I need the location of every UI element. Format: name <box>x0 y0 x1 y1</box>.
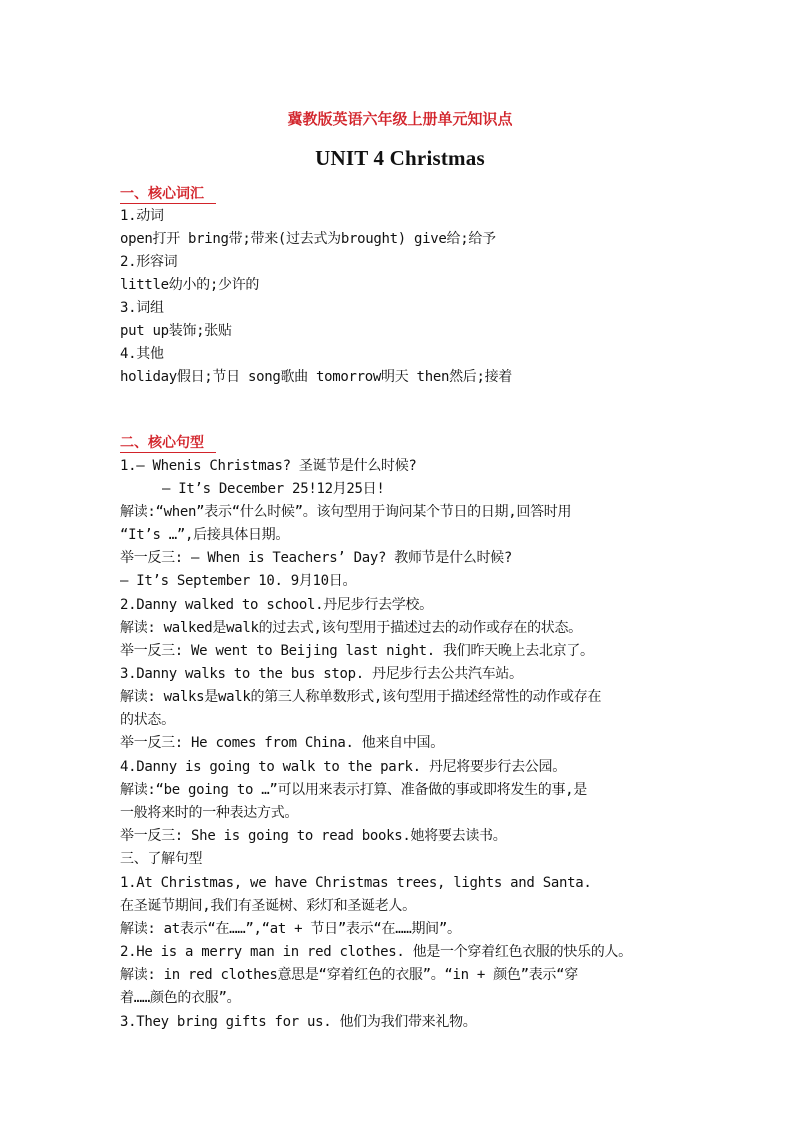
sentence-line: 4.Danny is going to walk to the park. 丹尼将要步行去公园。 <box>120 759 566 775</box>
sentence-line: 在圣诞节期间,我们有圣诞树、彩灯和圣诞老人。 <box>120 898 416 914</box>
vocab-line: open打开 bring带;带来(过去式为brought) give给;给予 <box>120 231 496 247</box>
sentence-line: 着……颜色的衣服”。 <box>120 990 241 1006</box>
sentence-line: 解读:“when”表示“什么时候”。该句型用于询问某个节日的日期,回答时用 <box>120 504 572 520</box>
sentence-line: 举一反三: — When is Teachers’ Day? 教师节是什么时候? <box>120 550 513 566</box>
sentence-line: 1.At Christmas, we have Christmas trees, lights and Santa. <box>120 875 592 891</box>
vocab-line: 1.动词 <box>120 208 164 224</box>
sentence-line: 3.They bring gifts for us. 他们为我们带来礼物。 <box>120 1014 477 1030</box>
vocab-line: put up装饰;张贴 <box>120 323 232 339</box>
vocab-line: 2.形容词 <box>120 254 178 270</box>
sentence-line: 1.— Whenis Christmas? 圣诞节是什么时候? <box>120 458 417 474</box>
section-heading-sentences: 二、核心句型 <box>120 432 216 453</box>
unit-title: UNIT 4 Christmas <box>315 146 485 170</box>
sentence-line: 解读: in red clothes意思是“穿着红色的衣服”。“in + 颜色”表示“穿 <box>120 967 578 983</box>
sentence-line: 解读: walks是walk的第三人称单数形式,该句型用于描述经常性的动作或存在 <box>120 689 602 705</box>
sentence-line: 解读:“be going to …”可以用来表示打算、准备做的事或即将发生的事,是 <box>120 782 587 798</box>
vocab-line: little幼小的;少许的 <box>120 277 260 293</box>
sentence-line: — It’s September 10. 9月10日。 <box>120 573 357 589</box>
document-title: 冀教版英语六年级上册单元知识点 <box>287 110 513 128</box>
sentence-line: 3.Danny walks to the bus stop. 丹尼步行去公共汽车站。 <box>120 666 523 682</box>
vocab-line: 3.词组 <box>120 300 164 316</box>
sentence-line: 一般将来时的一种表达方式。 <box>120 805 299 821</box>
sentence-line: 举一反三: She is going to read books.她将要去读书。 <box>120 828 507 844</box>
sentence-line: 解读: walked是walk的过去式,该句型用于描述过去的动作或存在的状态。 <box>120 620 582 636</box>
sentence-line: 的状态。 <box>120 712 175 728</box>
vocab-line: holiday假日;节日 song歌曲 tomorrow明天 then然后;接着 <box>120 369 513 385</box>
sentence-line: 解读: at表示“在……”,“at + 节日”表示“在……期间”。 <box>120 921 461 937</box>
sentence-line: 2.Danny walked to school.丹尼步行去学校。 <box>120 597 433 613</box>
section-heading-vocab: 一、核心词汇 <box>120 183 216 204</box>
sentence-line: — It’s December 25!12月25日! <box>162 481 385 497</box>
section-heading-understand: 三、了解句型 <box>120 851 203 867</box>
vocab-line: 4.其他 <box>120 346 164 362</box>
sentence-line: 举一反三: He comes from China. 他来自中国。 <box>120 735 444 751</box>
sentence-line: “It’s …”,后接具体日期。 <box>120 527 290 543</box>
sentence-line: 2.He is a merry man in red clothes. 他是一个穿着红色衣服的快乐的人。 <box>120 944 632 960</box>
sentence-line: 举一反三: We went to Beijing last night. 我们昨天晚上去北京了。 <box>120 643 594 659</box>
